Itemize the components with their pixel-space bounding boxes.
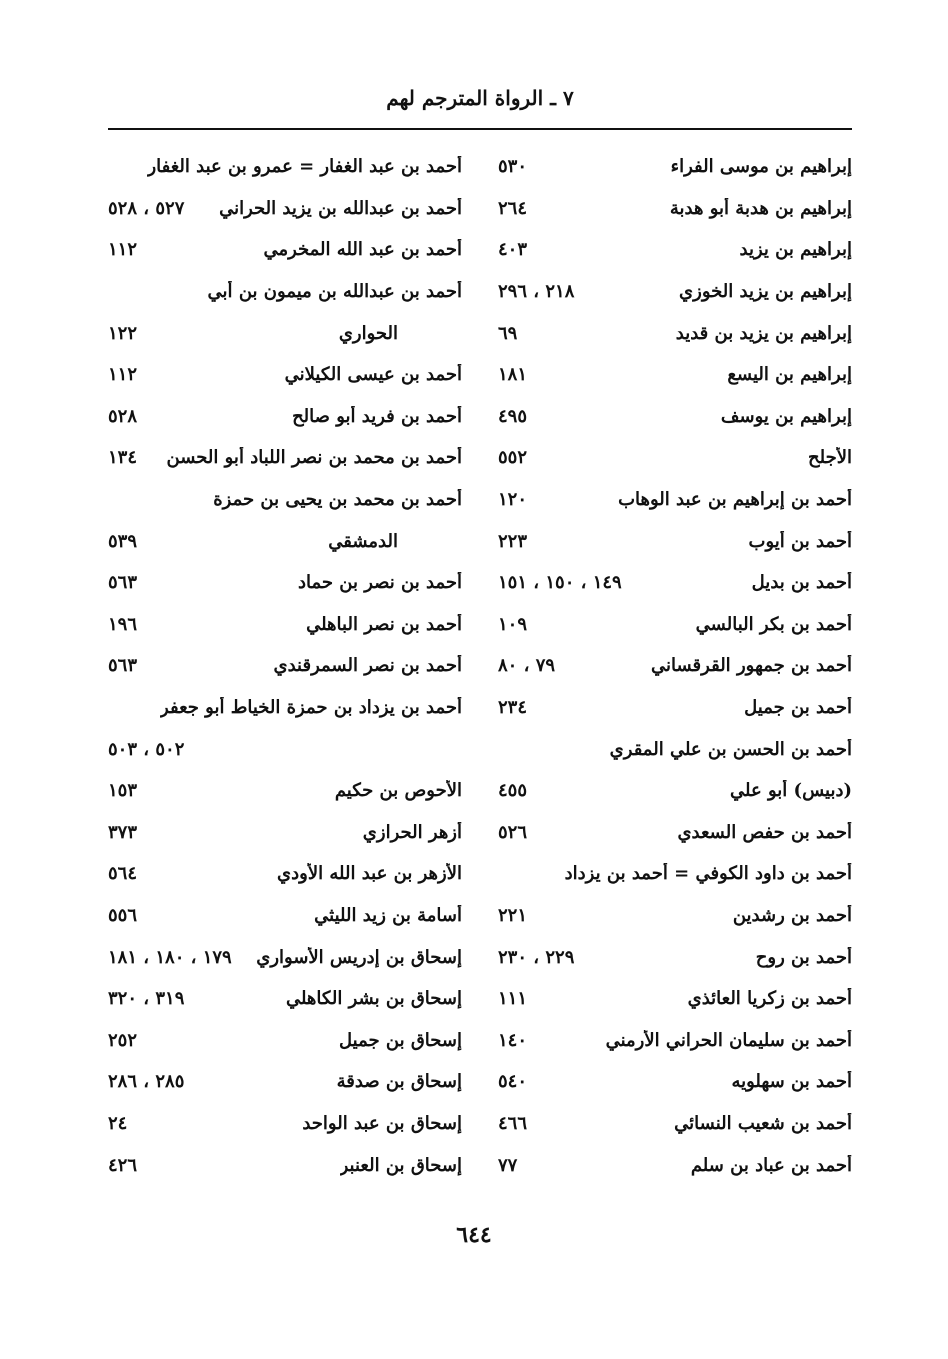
- index-entry: [496, 396, 852, 438]
- index-entry: [496, 1019, 852, 1061]
- entry-name: إسحاق بن بشر الكاهلي: [285, 988, 462, 1010]
- index-entry: [496, 520, 852, 562]
- index-entry: [106, 1061, 462, 1103]
- entry-name: أحمد بن عبد الله المخرمي: [263, 239, 462, 261]
- entry-name: إسحاق بن العنبر: [339, 1154, 462, 1176]
- index-entry: [106, 396, 462, 438]
- entry-name: إبراهيم بن يوسف: [720, 405, 852, 427]
- entry-name: أحمد بن جميل: [744, 697, 852, 719]
- index-entry: [496, 936, 852, 978]
- entry-pages: ٢٢٣: [498, 530, 528, 552]
- entry-pages: ١٢٢: [108, 322, 138, 344]
- entry-name: أحمد بن سليمان الحراني الأرمني: [605, 1029, 852, 1051]
- index-entry: [106, 520, 462, 562]
- entry-name: إبراهيم بن هدبة أبو هدبة: [669, 197, 852, 219]
- entry-pages: ٢٢٩ ، ٢٣٠: [498, 946, 575, 968]
- index-entry: [496, 853, 852, 895]
- index-entry: [496, 1103, 852, 1145]
- index-entry: [496, 479, 852, 521]
- entry-name: أحمد بن إبراهيم بن عبد الوهاب: [618, 489, 852, 511]
- entry-name: أحمد بن محمد بن نصر اللباد أبو الحسن: [166, 447, 462, 469]
- entry-name: الأحوص بن حكيم: [334, 780, 462, 802]
- index-entry: [106, 978, 462, 1020]
- entry-pages: ١٨١: [498, 364, 528, 386]
- index-entry: [496, 1144, 852, 1186]
- entry-name: أحمد بن بكر البالسي: [695, 613, 852, 635]
- entry-pages: ٢١٨ ، ٢٩٦: [498, 281, 575, 303]
- entry-pages: ١٥٣: [108, 780, 138, 802]
- index-entry: [496, 978, 852, 1020]
- entry-pages: ١٢٠: [498, 489, 528, 511]
- index-entry: [496, 770, 852, 812]
- entry-pages: ٤٥٥: [498, 780, 528, 802]
- entry-pages: ١٤٠: [498, 1029, 528, 1051]
- index-entry: [106, 271, 462, 313]
- index-entry: [496, 728, 852, 770]
- entry-pages: ٧٩ ، ٨٠: [498, 655, 556, 677]
- index-entry: [496, 1061, 852, 1103]
- entry-name: أحمد بن نصر الباهلي: [306, 613, 462, 635]
- entry-pages: ٤٠٣: [498, 239, 528, 261]
- entry-name: أحمد بن عبد الغفار = عمرو بن عبد الغفار: [147, 156, 462, 178]
- entry-pages: ٤٦٦: [498, 1112, 528, 1134]
- entry-pages: ٣٧٣: [108, 821, 138, 843]
- entry-name: أحمد بن عباد بن سلم: [690, 1154, 852, 1176]
- entry-name: أحمد بن جمهور القرقساني: [651, 655, 852, 677]
- entry-pages: ١١٢: [108, 239, 138, 261]
- index-entry: [496, 645, 852, 687]
- entry-pages: ٣١٩ ، ٣٢٠: [108, 988, 185, 1010]
- index-entry: [106, 479, 462, 521]
- index-entry: [106, 604, 462, 646]
- entry-pages: ٥٤٠: [498, 1071, 528, 1093]
- index-entry: [106, 354, 462, 396]
- index-entry: [106, 312, 462, 354]
- index-entry: [496, 895, 852, 937]
- page-number: ٦٤٤: [456, 1222, 492, 1248]
- entry-name: إبراهيم بن يزيد الخوزي: [679, 281, 852, 303]
- index-entry: [106, 812, 462, 854]
- index-entry: [106, 1019, 462, 1061]
- entry-pages: ٦٩: [498, 322, 518, 344]
- index-entry: [106, 562, 462, 604]
- left-column: [106, 146, 462, 1186]
- index-entry: [496, 604, 852, 646]
- entry-name: أحمد بن يزداد بن حمزة الخياط أبو جعفر: [160, 697, 462, 719]
- entry-pages: ١٠٩: [498, 613, 528, 635]
- index-entry: [106, 728, 462, 770]
- entry-pages: ٥٠٢ ، ٥٠٣: [108, 738, 185, 760]
- index-entry: [106, 687, 462, 729]
- index-entry: [496, 229, 852, 271]
- entry-name: إسحاق بن عبد الواحد: [302, 1112, 462, 1134]
- entry-name: إبراهيم بن يزيد بن قديد: [675, 322, 852, 344]
- entry-name: أحمد بن زكريا العائذي: [687, 988, 852, 1010]
- entry-name: إسحاق بن جميل: [339, 1029, 462, 1051]
- entry-name: أحمد بن بديل: [751, 572, 852, 594]
- entry-name: أحمد بن نصر السمرقندي: [273, 655, 462, 677]
- entry-name: أحمد بن الحسن بن علي المقري: [609, 738, 852, 760]
- entry-name: أحمد بن عيسى الكيلاني: [284, 364, 462, 386]
- entry-pages: ٥٦٤: [108, 863, 138, 885]
- entry-name: إبراهيم بن يزيد: [739, 239, 852, 261]
- entry-pages: ٥٦٣: [108, 655, 138, 677]
- index-entry: [106, 645, 462, 687]
- entry-pages: ١١١: [498, 988, 528, 1010]
- entry-pages: ٢٣٤: [498, 697, 528, 719]
- index-entry: [496, 812, 852, 854]
- entry-name: إبراهيم بن اليسع: [727, 364, 852, 386]
- entry-name: أزهر الحرازي: [362, 821, 462, 843]
- header-rule: [108, 128, 852, 130]
- entry-pages: ٤٩٥: [498, 405, 528, 427]
- index-entry: [106, 146, 462, 188]
- entry-name: أحمد بن داود الكوفي = أحمد بن يزداد: [564, 863, 852, 885]
- entry-pages: ٥٢٧ ، ٥٢٨: [108, 197, 185, 219]
- index-entry: [496, 562, 852, 604]
- entry-pages: ١٧٩ ، ١٨٠ ، ١٨١: [108, 946, 232, 968]
- index-entry: [496, 271, 852, 313]
- entry-name: إسحاق بن صدقة: [336, 1071, 462, 1093]
- entry-name: الحواري: [338, 322, 398, 344]
- right-column: [496, 146, 852, 1186]
- entry-pages: ٥٣٩: [108, 530, 138, 552]
- entry-pages: ١١٢: [108, 364, 138, 386]
- entry-pages: ٢٤: [108, 1112, 128, 1134]
- entry-pages: ٥٥٦: [108, 904, 138, 926]
- page-header: ٧ ـ الرواة المترجم لهم: [386, 86, 574, 110]
- index-entry: [106, 1103, 462, 1145]
- index-entry: [106, 853, 462, 895]
- index-entry: [496, 437, 852, 479]
- entry-pages: ٥٢٦: [498, 821, 528, 843]
- index-entry: [106, 188, 462, 230]
- entry-pages: ٢٥٢: [108, 1029, 138, 1051]
- entry-pages: ٢٢١: [498, 904, 528, 926]
- entry-pages: ٥٢٨: [108, 405, 138, 427]
- index-entry: [106, 895, 462, 937]
- index-entry: [106, 936, 462, 978]
- entry-name: الأجلح: [808, 447, 852, 469]
- entry-name: أسامة بن زيد الليثي: [314, 904, 462, 926]
- entry-pages: ٥٥٢: [498, 447, 528, 469]
- index-entry: [496, 146, 852, 188]
- index-entry: [106, 770, 462, 812]
- index-entry: [106, 1144, 462, 1186]
- entry-pages: ٧٧: [498, 1154, 518, 1176]
- entry-name: أحمد بن أيوب: [748, 530, 852, 552]
- entry-name: أحمد بن روح: [755, 946, 852, 968]
- entry-pages: ١٣٤: [108, 447, 138, 469]
- entry-pages: ١٤٩ ، ١٥٠ ، ١٥١: [498, 572, 622, 594]
- entry-name: أحمد بن فريد أبو صالح: [292, 405, 462, 427]
- index-entry: [496, 312, 852, 354]
- entry-name: إسحاق بن إدريس الأسواري: [256, 946, 462, 968]
- entry-name: إبراهيم بن موسى الفراء: [670, 156, 852, 178]
- index-entry: [106, 229, 462, 271]
- index-entry: [106, 437, 462, 479]
- index-entry: [496, 354, 852, 396]
- entry-pages: ٢٦٤: [498, 197, 528, 219]
- entry-name: الأزهر بن عبد الله الأودي: [277, 863, 462, 885]
- entry-pages: ٤٢٦: [108, 1154, 138, 1176]
- entry-name: أحمد بن محمد بن يحيى بن حمزة: [213, 489, 462, 511]
- entry-name: (دبيس) أبو علي: [730, 780, 852, 802]
- entry-name: أحمد بن حفص السعدي: [677, 821, 852, 843]
- index-entry: [496, 687, 852, 729]
- entry-name: أحمد بن رشدين: [732, 904, 852, 926]
- entry-pages: ٢٨٥ ، ٢٨٦: [108, 1071, 185, 1093]
- entry-name: أحمد بن سهلويه: [731, 1071, 852, 1093]
- entry-name: أحمد بن شعيب النسائي: [674, 1112, 852, 1134]
- entry-pages: ٥٦٣: [108, 572, 138, 594]
- index-entry: [496, 188, 852, 230]
- entry-name: أحمد بن نصر بن حماد: [297, 572, 462, 594]
- entry-name: أحمد بن عبدالله بن يزيد الحراني: [219, 197, 462, 219]
- entry-name: الدمشقي: [328, 530, 398, 552]
- entry-pages: ١٩٦: [108, 613, 138, 635]
- entry-name: أحمد بن عبدالله بن ميمون بن أبي: [207, 281, 462, 303]
- entry-pages: ٥٣٠: [498, 156, 528, 178]
